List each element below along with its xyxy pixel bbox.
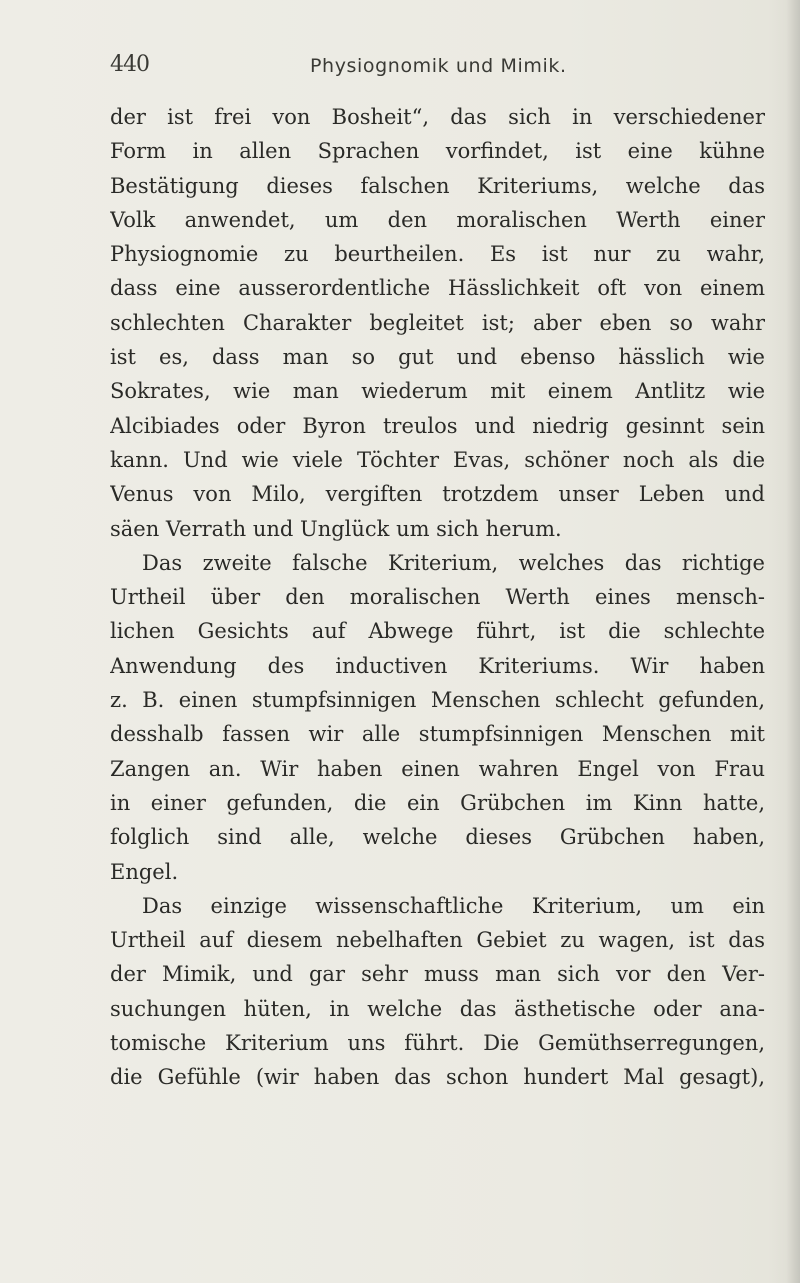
text-line: die Gefühle (wir haben das schon hundert Mal gesagt), xyxy=(110,1065,765,1090)
text-line: lichen Gesichts auf Abwege führt, ist die schlechte xyxy=(110,619,765,644)
text-line: kann. Und wie viele Töchter Evas, schöner noch als die xyxy=(110,447,765,472)
text-line: Sokrates, wie man wiederum mit einem Antlitz wie xyxy=(110,379,765,404)
text-line: der Mimik, und gar sehr muss man sich vor den Ver- xyxy=(110,962,765,987)
body-text xyxy=(110,100,765,1095)
text-line: Urtheil über den moralischen Werth eines mensch- xyxy=(110,585,765,610)
page-header xyxy=(110,52,770,92)
paragraph-start-line: Das zweite falsche Kriterium, welches das richtige xyxy=(142,550,765,575)
page-number: 440 xyxy=(110,52,149,77)
text-line: Anwendung des inductiven Kriteriums. Wir haben xyxy=(110,653,765,678)
paragraph-end-line: säen Verrath und Unglück um sich herum. xyxy=(110,516,562,541)
text-line: ist es, dass man so gut und ebenso hässlich wie xyxy=(110,345,765,370)
text-line: suchungen hüten, in welche das ästhetische oder ana- xyxy=(110,996,765,1021)
running-title: Physiognomik und Mimik. xyxy=(310,55,567,77)
text-line: Form in allen Sprachen vorfindet, ist eine kühne xyxy=(110,139,765,164)
text-line: schlechten Charakter begleitet ist; aber eben so wahr xyxy=(110,310,765,335)
text-line: tomische Kriterium uns führt. Die Gemüthserregungen, xyxy=(110,1031,765,1056)
text-line: Alcibiades oder Byron treulos und niedrig gesinnt sein xyxy=(110,413,765,438)
paragraph-end-line: Engel. xyxy=(110,859,179,884)
text-line: Zangen an. Wir haben einen wahren Engel von Frau xyxy=(110,756,765,781)
text-line: Physiognomie zu beurtheilen. Es ist nur zu wahr, xyxy=(110,242,765,267)
text-line: Urtheil auf diesem nebelhaften Gebiet zu wagen, ist das xyxy=(110,928,765,953)
paragraph-start-line: Das einzige wissenschaftliche Kriterium, um ein xyxy=(142,893,765,918)
page-edge-shadow xyxy=(786,0,800,1283)
text-line: Volk anwendet, um den moralischen Werth einer xyxy=(110,207,765,232)
text-line: in einer gefunden, die ein Grübchen im Kinn hatte, xyxy=(110,790,765,815)
text-line: folglich sind alle, welche dieses Grübchen haben, xyxy=(110,825,765,850)
text-line: Bestätigung dieses falschen Kriteriums, welche das xyxy=(110,173,765,198)
text-line: der ist frei von Bosheit“, das sich in verschiedener xyxy=(110,105,765,129)
text-line: dass eine ausserordentliche Hässlichkeit oft von einem xyxy=(110,276,765,301)
text-line: Venus von Milo, vergiften trotzdem unser Leben und xyxy=(110,482,765,507)
text-line: z. B. einen stumpfsinnigen Menschen schlecht gefunden, xyxy=(110,688,765,713)
text-line: desshalb fassen wir alle stumpfsinnigen Menschen mit xyxy=(110,722,765,747)
